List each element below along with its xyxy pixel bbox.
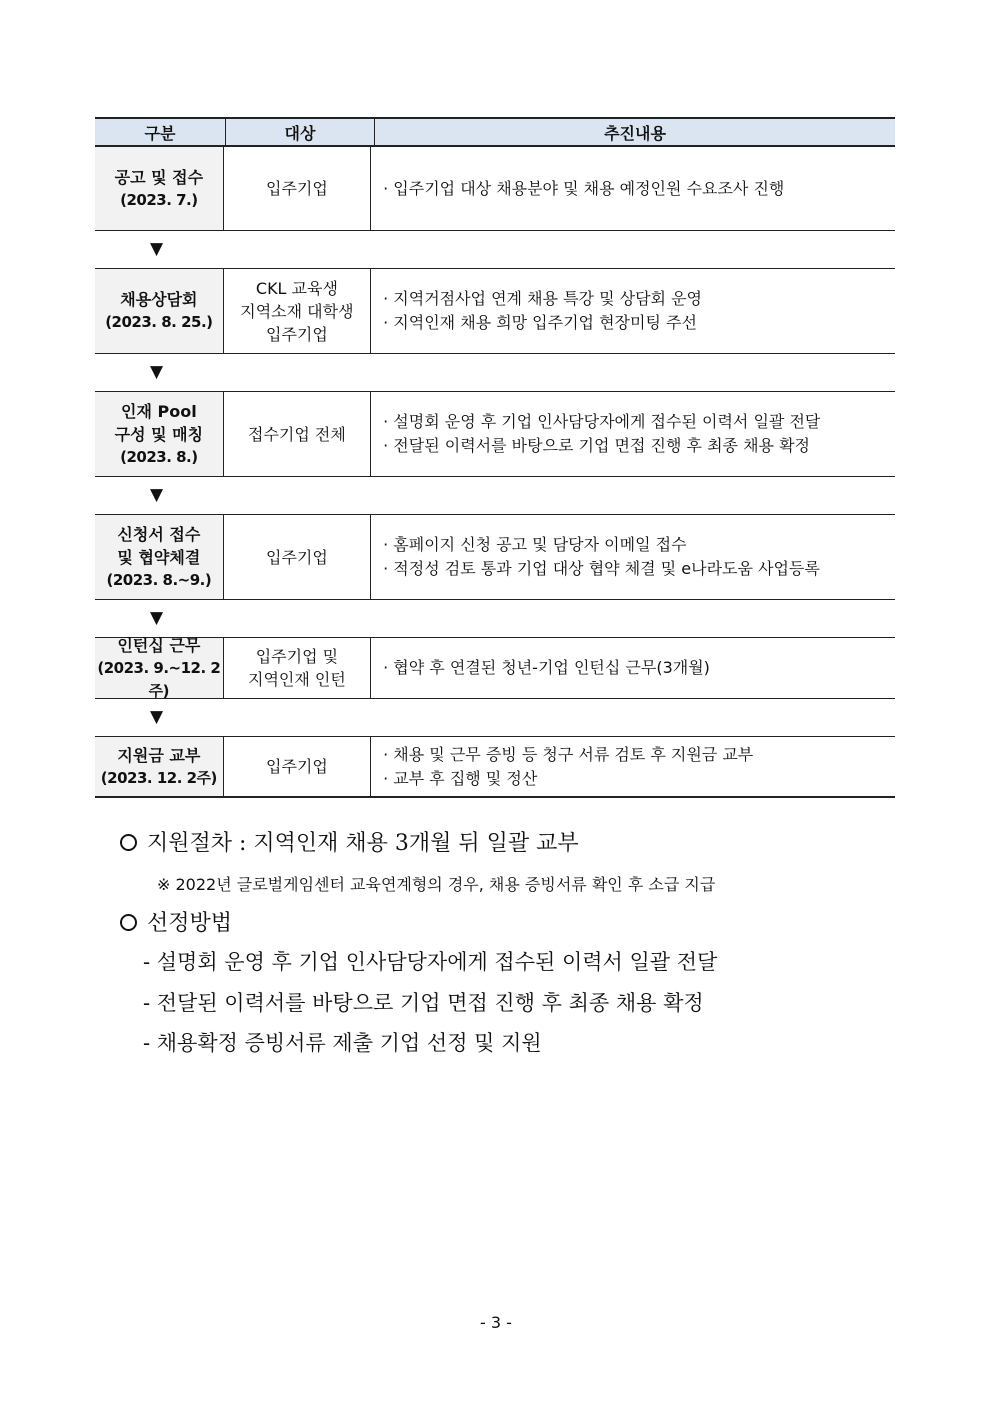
circle-bullet-icon [120,834,137,851]
stage-cell [95,147,223,230]
target-text: 접수기업 전체 [248,424,346,444]
target-text: 입주기업 [266,547,328,567]
target-text: CKL 교육생 [255,278,338,298]
footnote: ※ 2022년 글로벌게임센터 교육연계형의 경우, 채용 증빙서류 확인 후 소급 지급 [157,875,716,894]
stage-cell [95,635,223,700]
content-cell [370,638,895,698]
stage-date: (2023. 12. 2주) [100,768,217,787]
content-line: · 지역인재 채용 희망 입주기업 현장미팅 주선 [383,313,697,332]
down-arrow-icon: ▼ [150,485,164,505]
process-table [95,117,895,798]
content-line: · 설명회 운영 후 기업 인사담당자에게 접수된 이력서 일괄 전달 [383,412,821,431]
content-cell [370,737,895,796]
list-item: - 설명회 운영 후 기업 인사담당자에게 접수된 이력서 일괄 전달 [143,950,718,974]
target-text: 입주기업 [266,757,328,776]
stage-date: (2023. 8. 25.) [105,313,213,331]
content-line: · 지역거점사업 연계 채용 특강 및 상담회 운영 [383,289,703,308]
header-category: 구분 [144,123,176,143]
target-cell [223,269,370,353]
section-title: 지원절차 : 지역인재 채용 3개월 뒤 일괄 교부 [147,831,579,856]
flow-arrow [95,600,895,637]
stage-name: 인턴십 근무 [117,635,201,655]
stage-name: 및 협약체결 [117,547,201,567]
down-arrow-icon: ▼ [150,707,164,727]
list-item: - 전달된 이력서를 바탕으로 기업 면접 진행 후 최종 채용 확정 [143,991,704,1015]
stage-name: 인재 Pool [121,401,197,421]
stage-name: 공고 및 접수 [114,167,204,187]
flow-arrow [95,354,895,391]
list-item: - 채용확정 증빙서류 제출 기업 선정 및 지원 [143,1031,542,1055]
target-cell [223,392,370,476]
stage-name: 구성 및 매칭 [114,424,204,444]
down-arrow-icon: ▼ [150,362,164,382]
circle-bullet-icon [120,914,137,931]
target-text: 입주기업 및 [255,647,339,666]
stage-date: (2023. 8.~9.) [106,570,212,589]
table-row [95,146,895,231]
table-header [95,117,895,146]
content-cell [370,392,895,476]
content-line: · 전달된 이력서를 바탕으로 기업 면접 진행 후 최종 채용 확정 [383,436,810,455]
target-cell [223,147,370,230]
stage-date: (2023. 8.) [120,447,198,466]
content-cell [370,515,895,599]
section-title: 선정방법 [147,911,233,936]
stage-name: 지원금 교부 [117,745,201,765]
header-target: 대상 [225,119,374,145]
table-row [95,736,895,798]
down-arrow-icon: ▼ [150,239,164,259]
flow-arrow [95,699,895,736]
table-row [95,637,895,699]
content-line: · 협약 후 연결된 청년-기업 인턴십 근무(3개월) [383,658,710,677]
target-cell [223,515,370,599]
section-selection [120,906,232,937]
flow-arrow [95,477,895,514]
table-row [95,514,895,600]
target-cell [223,638,370,698]
section-procedure [120,826,579,857]
flow-arrow [95,231,895,268]
content-cell [370,269,895,353]
stage-cell [95,737,223,796]
content-line: · 채용 및 근무 증빙 등 청구 서류 검토 후 지원금 교부 [383,744,754,764]
stage-name: 신청서 접수 [117,524,201,544]
target-text: 지역인재 인턴 [248,670,346,689]
target-text: 입주기업 [266,324,328,344]
stage-date: (2023. 7.) [120,190,198,209]
table-row [95,268,895,354]
stage-name: 채용상담회 [120,290,198,309]
stage-cell [95,515,223,599]
content-cell [370,147,895,230]
stage-date: (2023. 9.~12. 2주) [97,658,221,700]
target-cell [223,737,370,796]
content-line: · 교부 후 집행 및 정산 [383,768,538,788]
page-number: - 3 - [480,1313,512,1332]
stage-cell [95,269,223,353]
target-text: 입주기업 [266,179,328,198]
content-line: · 적정성 검토 통과 기업 대상 협약 체결 및 e나라도움 사업등록 [383,559,820,578]
target-text: 지역소재 대학생 [240,301,354,321]
content-line: · 입주기업 대상 채용분야 및 채용 예정인원 수요조사 진행 [383,178,785,198]
table-row [95,391,895,477]
stage-cell [95,392,223,476]
content-line: · 홈페이지 신청 공고 및 담당자 이메일 접수 [383,535,687,554]
down-arrow-icon: ▼ [150,608,164,628]
header-content: 추진내용 [374,119,895,145]
